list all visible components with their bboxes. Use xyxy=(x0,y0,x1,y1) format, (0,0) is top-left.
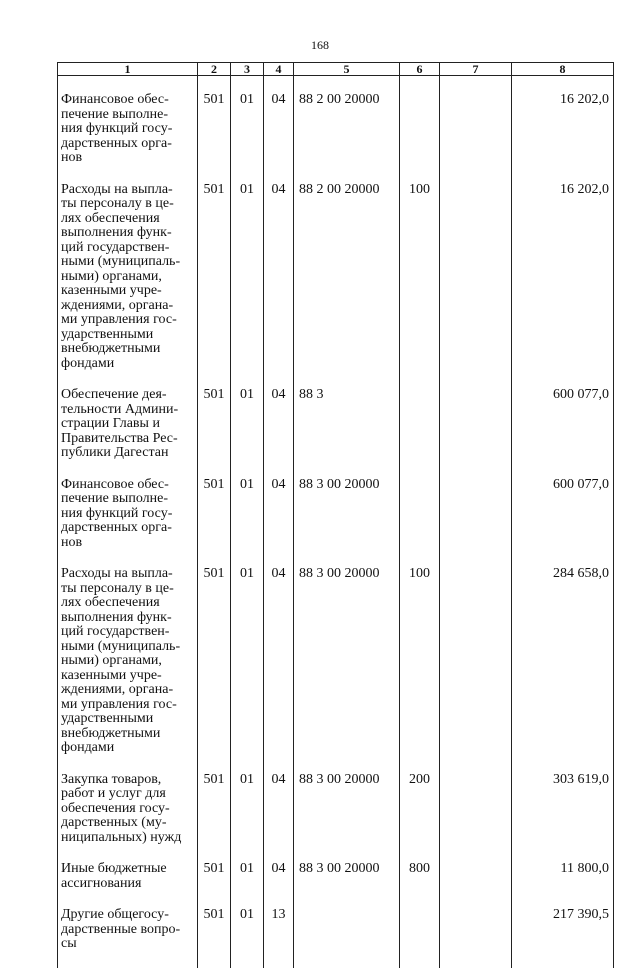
name-line: нов xyxy=(61,151,195,166)
name-line: Финансовое обес- xyxy=(61,478,195,493)
cell-amount: 303 619,0 xyxy=(512,756,614,846)
cell-name xyxy=(58,371,198,461)
column-header: 4 xyxy=(264,63,294,76)
cell-expense-type: 200 xyxy=(400,756,440,846)
name-line: Закупка товаров, xyxy=(61,773,195,788)
cell-expense-type xyxy=(400,891,440,968)
table-row xyxy=(58,461,614,551)
column-header: 2 xyxy=(198,63,231,76)
cell-target-article: 88 3 00 20000 xyxy=(294,550,400,756)
name-line: дарственные вопро- xyxy=(61,923,195,938)
cell-target-article: 88 2 00 20000 xyxy=(294,166,400,372)
cell-amount: 217 390,5 xyxy=(512,891,614,968)
cell-name xyxy=(58,166,198,372)
cell-amount: 11 800,0 xyxy=(512,845,614,891)
cell-expense-type xyxy=(400,461,440,551)
cell-name xyxy=(58,76,198,166)
cell-name xyxy=(58,845,198,891)
name-line: фондами xyxy=(61,741,195,756)
name-line: лях обеспечения xyxy=(61,212,195,227)
name-line: Расходы на выпла- xyxy=(61,567,195,582)
name-line: обеспечения госу- xyxy=(61,802,195,817)
name-line: Финансовое обес- xyxy=(61,93,195,108)
cell-subsection: 04 xyxy=(264,461,294,551)
cell-section: 01 xyxy=(231,550,264,756)
name-line: Другие общегосу- xyxy=(61,908,195,923)
header-row xyxy=(58,63,614,76)
cell-target-article: 88 3 00 20000 xyxy=(294,461,400,551)
cell-ved: 501 xyxy=(198,371,231,461)
name-line: печение выполне- xyxy=(61,492,195,507)
name-line: ций государствен- xyxy=(61,625,195,640)
name-line: дарственных орга- xyxy=(61,137,195,152)
column-header: 1 xyxy=(58,63,198,76)
cell-col7 xyxy=(440,461,512,551)
table-row xyxy=(58,845,614,891)
name-line: выполнения функ- xyxy=(61,226,195,241)
cell-subsection: 04 xyxy=(264,550,294,756)
name-line: Обеспечение дея- xyxy=(61,388,195,403)
cell-name xyxy=(58,891,198,968)
name-line: печение выполне- xyxy=(61,108,195,123)
name-line: выполнения функ- xyxy=(61,611,195,626)
cell-col7 xyxy=(440,76,512,166)
name-line: нов xyxy=(61,536,195,551)
cell-section: 01 xyxy=(231,891,264,968)
cell-section: 01 xyxy=(231,845,264,891)
cell-subsection: 04 xyxy=(264,76,294,166)
cell-target-article xyxy=(294,891,400,968)
cell-expense-type: 100 xyxy=(400,550,440,756)
table-row xyxy=(58,76,614,166)
cell-section: 01 xyxy=(231,76,264,166)
name-line: ты персоналу в це- xyxy=(61,197,195,212)
cell-col7 xyxy=(440,891,512,968)
cell-ved: 501 xyxy=(198,845,231,891)
name-line: ций государствен- xyxy=(61,241,195,256)
column-header: 6 xyxy=(400,63,440,76)
cell-subsection: 04 xyxy=(264,166,294,372)
cell-name xyxy=(58,550,198,756)
cell-section: 01 xyxy=(231,166,264,372)
cell-subsection: 04 xyxy=(264,845,294,891)
name-line: Правительства Рес- xyxy=(61,432,195,447)
cell-amount: 600 077,0 xyxy=(512,461,614,551)
cell-expense-type: 800 xyxy=(400,845,440,891)
name-line: казенными учре- xyxy=(61,284,195,299)
cell-amount: 284 658,0 xyxy=(512,550,614,756)
cell-ved: 501 xyxy=(198,166,231,372)
name-line: ными) органами, xyxy=(61,270,195,285)
name-line: внебюджетными xyxy=(61,342,195,357)
name-line: дарственных орга- xyxy=(61,521,195,536)
name-line: внебюджетными xyxy=(61,727,195,742)
cell-ved: 501 xyxy=(198,756,231,846)
name-line: ударственными xyxy=(61,712,195,727)
cell-amount: 16 202,0 xyxy=(512,166,614,372)
name-line: дарственных (му- xyxy=(61,816,195,831)
column-header: 7 xyxy=(440,63,512,76)
name-line: лях обеспечения xyxy=(61,596,195,611)
cell-subsection: 04 xyxy=(264,756,294,846)
name-line: ниципальных) нужд xyxy=(61,831,195,846)
cell-col7 xyxy=(440,166,512,372)
column-header: 8 xyxy=(512,63,614,76)
name-line: страции Главы и xyxy=(61,417,195,432)
table-row xyxy=(58,371,614,461)
name-line: тельности Админи- xyxy=(61,403,195,418)
cell-section: 01 xyxy=(231,371,264,461)
cell-expense-type: 100 xyxy=(400,166,440,372)
name-line: Расходы на выпла- xyxy=(61,183,195,198)
name-line: Иные бюджетные xyxy=(61,862,195,877)
name-line: ния функций госу- xyxy=(61,122,195,137)
cell-ved: 501 xyxy=(198,891,231,968)
cell-expense-type xyxy=(400,371,440,461)
cell-expense-type xyxy=(400,76,440,166)
cell-col7 xyxy=(440,371,512,461)
cell-amount: 600 077,0 xyxy=(512,371,614,461)
name-line: публики Дагестан xyxy=(61,446,195,461)
name-line: ными (муниципаль- xyxy=(61,255,195,270)
table-body xyxy=(58,76,614,968)
budget-table xyxy=(57,62,614,968)
cell-col7 xyxy=(440,845,512,891)
name-line: работ и услуг для xyxy=(61,787,195,802)
column-header: 5 xyxy=(294,63,400,76)
name-line: ждениями, органа- xyxy=(61,683,195,698)
name-line: сы xyxy=(61,937,195,952)
name-line: фондами xyxy=(61,357,195,372)
name-line: ными) органами, xyxy=(61,654,195,669)
cell-section: 01 xyxy=(231,461,264,551)
table-row xyxy=(58,891,614,968)
name-line: ударственными xyxy=(61,328,195,343)
name-line: казенными учре- xyxy=(61,669,195,684)
name-line: ты персоналу в це- xyxy=(61,582,195,597)
cell-col7 xyxy=(440,756,512,846)
cell-section: 01 xyxy=(231,756,264,846)
cell-subsection: 04 xyxy=(264,371,294,461)
cell-subsection: 13 xyxy=(264,891,294,968)
table-row xyxy=(58,166,614,372)
cell-name xyxy=(58,756,198,846)
name-line: ждениями, органа- xyxy=(61,299,195,314)
cell-target-article: 88 3 xyxy=(294,371,400,461)
table-row xyxy=(58,756,614,846)
name-line: ассигнования xyxy=(61,877,195,892)
name-line: ния функций госу- xyxy=(61,507,195,522)
cell-name xyxy=(58,461,198,551)
name-line: ми управления гос- xyxy=(61,698,195,713)
page-number: 168 xyxy=(0,38,640,53)
name-line: ными (муниципаль- xyxy=(61,640,195,655)
cell-ved: 501 xyxy=(198,550,231,756)
name-line: ми управления гос- xyxy=(61,313,195,328)
cell-target-article: 88 3 00 20000 xyxy=(294,845,400,891)
cell-target-article: 88 2 00 20000 xyxy=(294,76,400,166)
cell-ved: 501 xyxy=(198,461,231,551)
cell-col7 xyxy=(440,550,512,756)
cell-amount: 16 202,0 xyxy=(512,76,614,166)
column-header: 3 xyxy=(231,63,264,76)
cell-target-article: 88 3 00 20000 xyxy=(294,756,400,846)
table-row xyxy=(58,550,614,756)
cell-ved: 501 xyxy=(198,76,231,166)
